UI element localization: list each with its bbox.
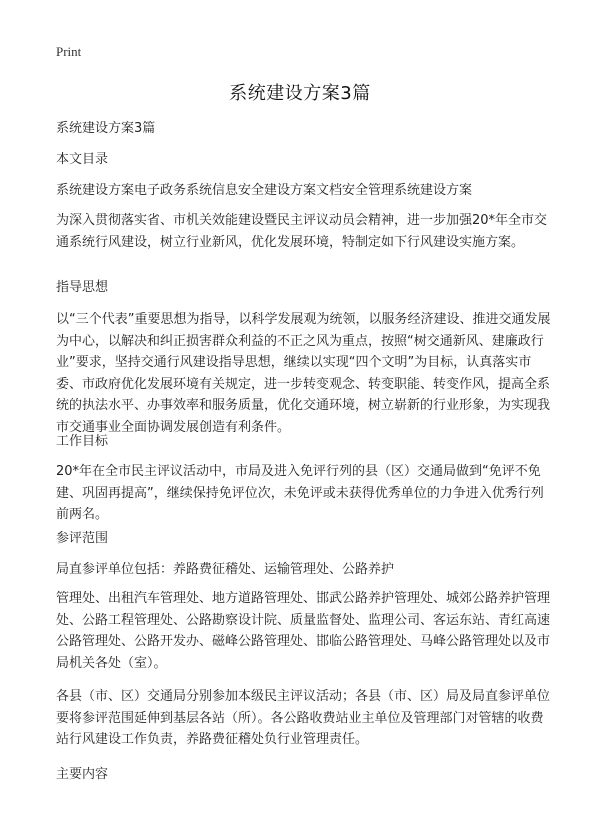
content-heading: 主要内容: [56, 767, 109, 782]
print-label: Print: [56, 44, 82, 59]
document-subtitle: 系统建设方案3篇: [56, 121, 156, 136]
guiding-heading: 指导思想: [56, 280, 109, 295]
intro-paragraph: 为深入贯彻落实省、市机关效能建设暨民主评议动员会精神，进一步加强20*年全市交通系统行风建设，树立行业新风，优化发展环境，特制定如下行风建设实施方案。: [56, 213, 548, 250]
goal-heading: 工作目标: [56, 434, 109, 449]
county-paragraph: 各县（市、区）交通局分别参加本级民主评议活动；各县（市、区）局及局直参评单位要将参评范围延伸到基层各站（所）。各公路收费站业主单位及管理部门对管辖的收费站行风建设工作负责，养路费征稽处负行业管理责任。: [56, 689, 551, 747]
toc-heading: 本文目录: [56, 152, 109, 167]
toc-items: 系统建设方案电子政务系统信息安全建设方案文档安全管理系统建设方案: [56, 183, 473, 198]
page-title: 系统建设方案3篇: [229, 83, 371, 104]
goal-paragraph: 20*年在全市民主评议活动中，市局及进入免评行列的县（区）交通局做到“免评不免建、巩固再提高”，继续保持免评位次，未免评或未获得优秀单位的力争进入优秀行列前两名。: [56, 464, 544, 522]
scope-line: 局直参评单位包括：养路费征稽处、运输管理处、公路养护: [56, 562, 395, 577]
guiding-paragraph: 以“三个代表”重要思想为指导，以科学发展观为统领，以服务经济建设、推进交通发展为中心，以解决和纠正损害群众利益的不正之风为重点，按照“树交通新风、建廉政行业”要求，坚持交通行风建设指导思想，继续以实现“四个文明”为目标，认真落实市委、市政府优化发展环境有关规定，进一步转变观念、转变职能、转变作风，提高全系统的执法水平、办事效率和服务质量，优化交通环境，树立崭新的行业形象，为实现我市交通事业全面协调发展创造有利条件。: [56, 312, 551, 435]
scope-paragraph: 管理处、出租汽车管理处、地方道路管理处、邯武公路养护管理处、城郊公路养护管理处、公路工程管理处、公路勘察设计院、质量监督处、监理公司、客运东站、青红高速公路管理处、公路开发办、磁峰公路管理处、邯临公路管理处、马峰公路管理处以及市局机关各处（室）。: [56, 591, 551, 671]
scope-heading: 参评范围: [56, 531, 109, 546]
